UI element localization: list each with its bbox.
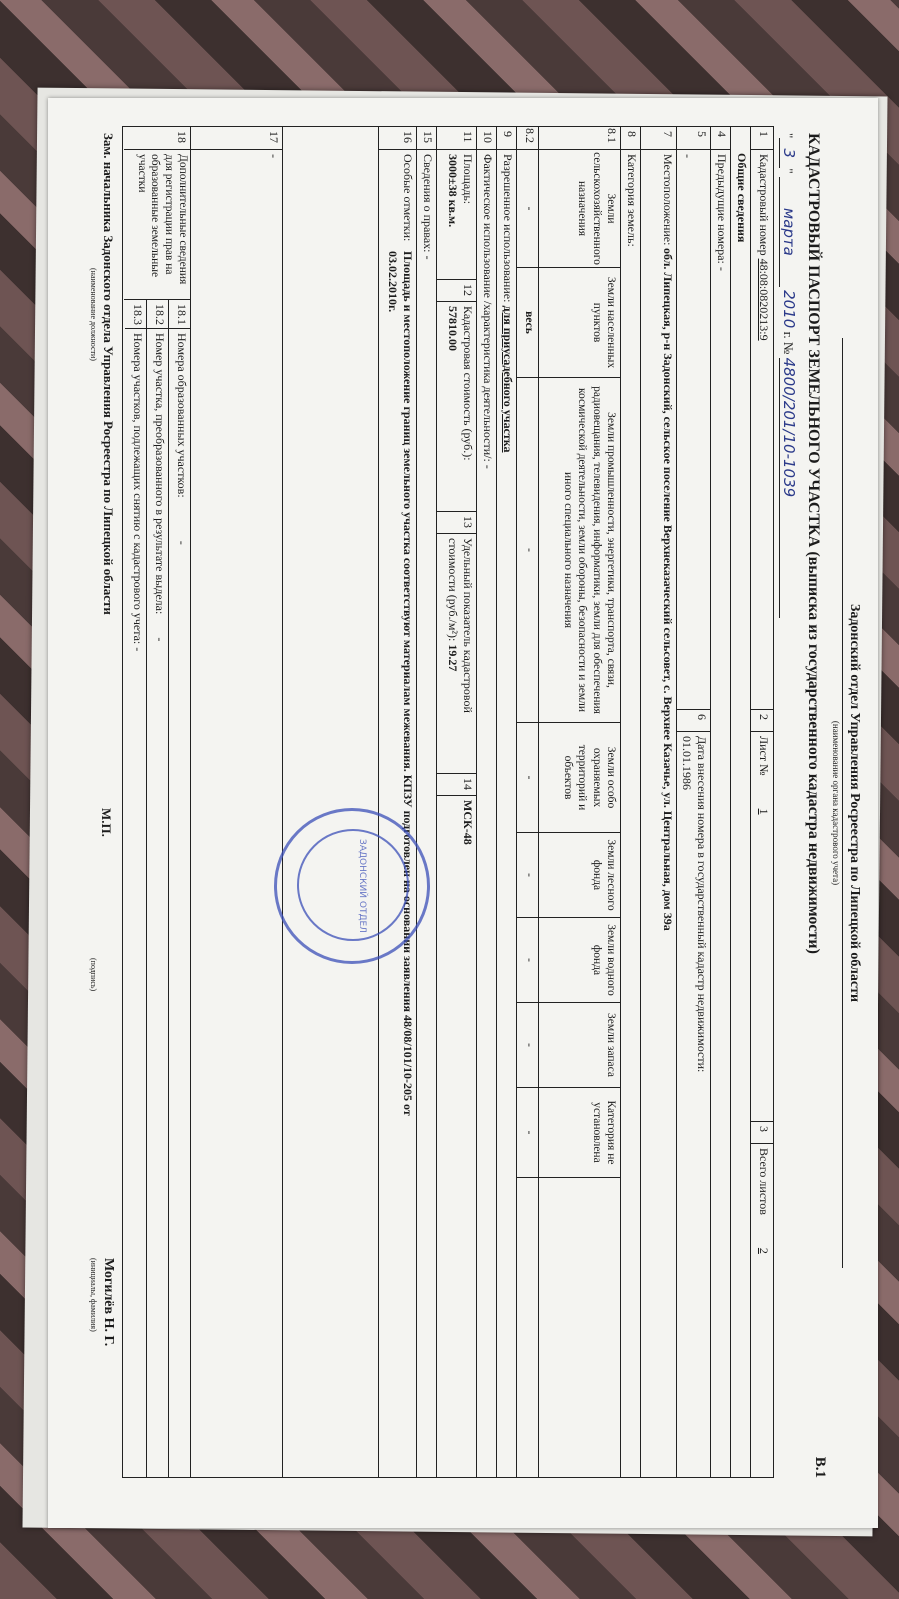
category-value: - [517, 1002, 539, 1087]
special-notes-label: Особые отметки: [379, 149, 417, 247]
row5-value: - [677, 149, 711, 709]
category-value: весь [517, 267, 539, 377]
form-code: В.1 [812, 1456, 828, 1478]
category-not-set: Категория не установлена [539, 1087, 621, 1177]
row-number: 9 [501, 131, 515, 137]
category-water: Земли водного фонда [539, 917, 621, 1002]
specific-cost-cell [437, 533, 477, 773]
category-forest: Земли лесного фонда [539, 832, 621, 917]
item-label: Номер участка, преобразованного в результате выдела: [153, 333, 167, 615]
item-label: Номера образованных участков: [175, 333, 189, 498]
seal-place: М.П. [99, 808, 114, 837]
document-number: 4800/201/10-1039 [779, 358, 798, 618]
passport-table [122, 126, 774, 1478]
row-permitted-use [496, 127, 517, 1477]
category-reserve: Земли запаса [539, 1002, 621, 1087]
area-label: Площадь: [461, 154, 475, 205]
row-land-category [620, 127, 641, 1477]
row-number: 8.2 [523, 128, 537, 143]
additional-item [125, 300, 147, 1477]
special-notes-value: Площадь и местоположение границ земельного участка соответствуют материалам межевания. КПЗУ подготовлен на основании заявления 48/08/101/10-205 от 03.02.2010г. [386, 251, 415, 1116]
row-additional-info [124, 127, 191, 1477]
round-seal-icon: ЗАДОНСКИЙ ОТДЕЛ [274, 808, 430, 964]
specific-cost-value: 19.27 [446, 644, 460, 672]
category-value: - [517, 377, 539, 722]
row-number: 6 [677, 709, 711, 731]
category-protected: Земли особо охраняемых территорий и объектов [539, 722, 621, 832]
cadastral-cost-cell [437, 301, 477, 511]
total-sheets-cell [751, 1143, 773, 1477]
cadastral-cost-value: 57810.00 [446, 306, 460, 351]
row-number: 13 [437, 511, 477, 533]
signatory-name: Могилёв Н. Г. [101, 1258, 116, 1347]
previous-numbers-cell [711, 149, 731, 1477]
date-year: 2010 [780, 290, 798, 329]
cadastral-number-label: Кадастровый номер [757, 154, 771, 256]
row-cadastral-number [750, 127, 773, 1477]
area-cell [437, 149, 477, 279]
row-number: 5 [695, 131, 709, 137]
row17-value: - [191, 149, 283, 1477]
location-value: обл. Липецкая, р-н Задонский, сельское поселение Верхнеказаческий сельсовет, с. Верхнее Казачье, ул. Центральная, дом 39а [661, 248, 675, 931]
row-previous-numbers [710, 127, 731, 1477]
permitted-use-label: Разрешенное использование: [501, 154, 515, 303]
sheet-value: 1 [757, 808, 771, 815]
category-value: - [517, 722, 539, 832]
row-general [730, 127, 751, 1477]
row-number: 10 [481, 131, 495, 143]
category-value: - [517, 149, 539, 267]
row-number: 18 [175, 131, 189, 143]
item-number: 18.2 [153, 304, 167, 325]
sheet-label: Лист № [757, 736, 771, 776]
row-number: 1 [757, 131, 771, 137]
additional-item [168, 300, 191, 1477]
name-caption: (инициалы, фамилия) [89, 1258, 98, 1332]
organization-caption: (наименование органа кадастрового учета) [831, 720, 841, 886]
actual-use-value: - [481, 464, 495, 469]
item-value: - [131, 647, 145, 652]
row-number: 11 [461, 131, 475, 143]
date-month: марта [779, 177, 798, 287]
total-sheets-value: 2 [757, 1247, 771, 1254]
cadastral-passport [80, 108, 870, 1498]
document-title: КАДАСТРОВЫЙ ПАСПОРТ ЗЕМЕЛЬНОГО УЧАСТКА (выписка из государственного кадастра недвижимости) [805, 133, 822, 954]
cadastral-number-cell [751, 149, 773, 709]
entry-date-label: Дата внесения номера в государственный кадастр недвижимости: [695, 736, 709, 1073]
row-empty [282, 127, 379, 1477]
date-day: 3 [779, 138, 798, 168]
row-number: 16 [401, 131, 415, 143]
category-empty [539, 1177, 621, 1477]
category-industry: Земли промышленности, энергетики, транспорта, связи, радиовещания, телевидения, информатики, земли для обеспечения космической деятельности, земли обороны, безопасности и земли иного специального назначения [539, 377, 621, 722]
row-17 [190, 127, 283, 1477]
additional-item [146, 300, 169, 1477]
organization-name: Задонский отдел Управления Росреестра по Липецкой области [847, 603, 862, 1003]
issue-date-line: "3" марта 2010 г. № 4800/201/10-1039 [779, 133, 798, 618]
position-caption: (наименование должности) [89, 268, 98, 361]
specific-cost-label: Удельный показатель кадастровой стоимости (руб./м²): [446, 538, 475, 713]
category-value: - [517, 1087, 539, 1177]
previous-numbers-value: - [715, 266, 729, 271]
row-number: 2 [751, 709, 773, 731]
row-number: 3 [751, 1121, 773, 1143]
row-actual-use [476, 127, 497, 1477]
entry-date-value: 01.01.1986 [680, 736, 694, 790]
category-agricultural: Земли сельскохозяйственного назначения [539, 149, 621, 267]
cadastral-number-value: 48:08:0820213:9 [757, 258, 771, 341]
item-label: Номера участков, подлежащих снятию с кадастрового учета: [131, 333, 145, 645]
entry-date-cell [677, 731, 711, 1477]
general-heading: Общие сведения [735, 153, 749, 243]
item-value: - [153, 637, 167, 642]
total-sheets-label: Всего листов [757, 1148, 771, 1215]
row-number: 15 [421, 131, 435, 143]
category-value: - [517, 917, 539, 1002]
additional-info-label: Дополнительные сведения для регистрации прав на образованные земельные участки [124, 149, 191, 299]
row-entry-date [676, 127, 711, 1477]
row-number: 17 [267, 131, 281, 143]
permitted-use-cell [497, 149, 517, 1477]
additional-info-items [124, 299, 191, 1477]
rights-label: Сведения о правах: [421, 154, 435, 253]
actual-use-cell [477, 149, 497, 1477]
header-underline [842, 338, 843, 1268]
signature-caption: (подпись) [89, 958, 98, 992]
category-settlements: Земли населенных пунктов [539, 267, 621, 377]
coordinate-system: МСК-48 [437, 795, 477, 1477]
row-number: 7 [661, 131, 675, 137]
row-category-values [516, 127, 539, 1477]
area-value: 3000±38 кв.м. [446, 154, 460, 228]
cadastral-cost-label: Кадастровая стоимость (руб.): [461, 306, 475, 461]
category-value: - [517, 832, 539, 917]
item-value: - [175, 540, 189, 545]
row-location [640, 127, 677, 1477]
row-number: 8 [625, 131, 639, 137]
row-number: 4 [715, 131, 729, 137]
row-number: 12 [437, 279, 477, 301]
rights-cell [417, 149, 437, 1477]
actual-use-label: Фактическое использование /характеристика деятельности/: [481, 154, 495, 462]
previous-numbers-label: Предыдущие номера: [715, 154, 729, 264]
rights-value: - [421, 255, 435, 260]
item-number: 18.3 [131, 304, 145, 325]
location-label: Местоположение: [641, 149, 677, 244]
row-area-cost [436, 127, 477, 1477]
row-category-headers [538, 127, 621, 1477]
row-rights [416, 127, 437, 1477]
land-category-label: Категория земель: [621, 149, 641, 1477]
row-number: 8.1 [605, 128, 619, 143]
row-special-notes [378, 127, 417, 1477]
item-number: 18.1 [175, 304, 189, 325]
sheet-number-cell [751, 731, 773, 1121]
row-number: 14 [437, 773, 477, 795]
signatory-position: Зам. начальника Задонского отдела Управления Росреестра по Липецкой области [101, 133, 116, 615]
date-year-suffix: г. № [781, 331, 796, 355]
permitted-use-value: для приусадебного участка [501, 305, 515, 453]
category-empty [517, 1177, 539, 1477]
